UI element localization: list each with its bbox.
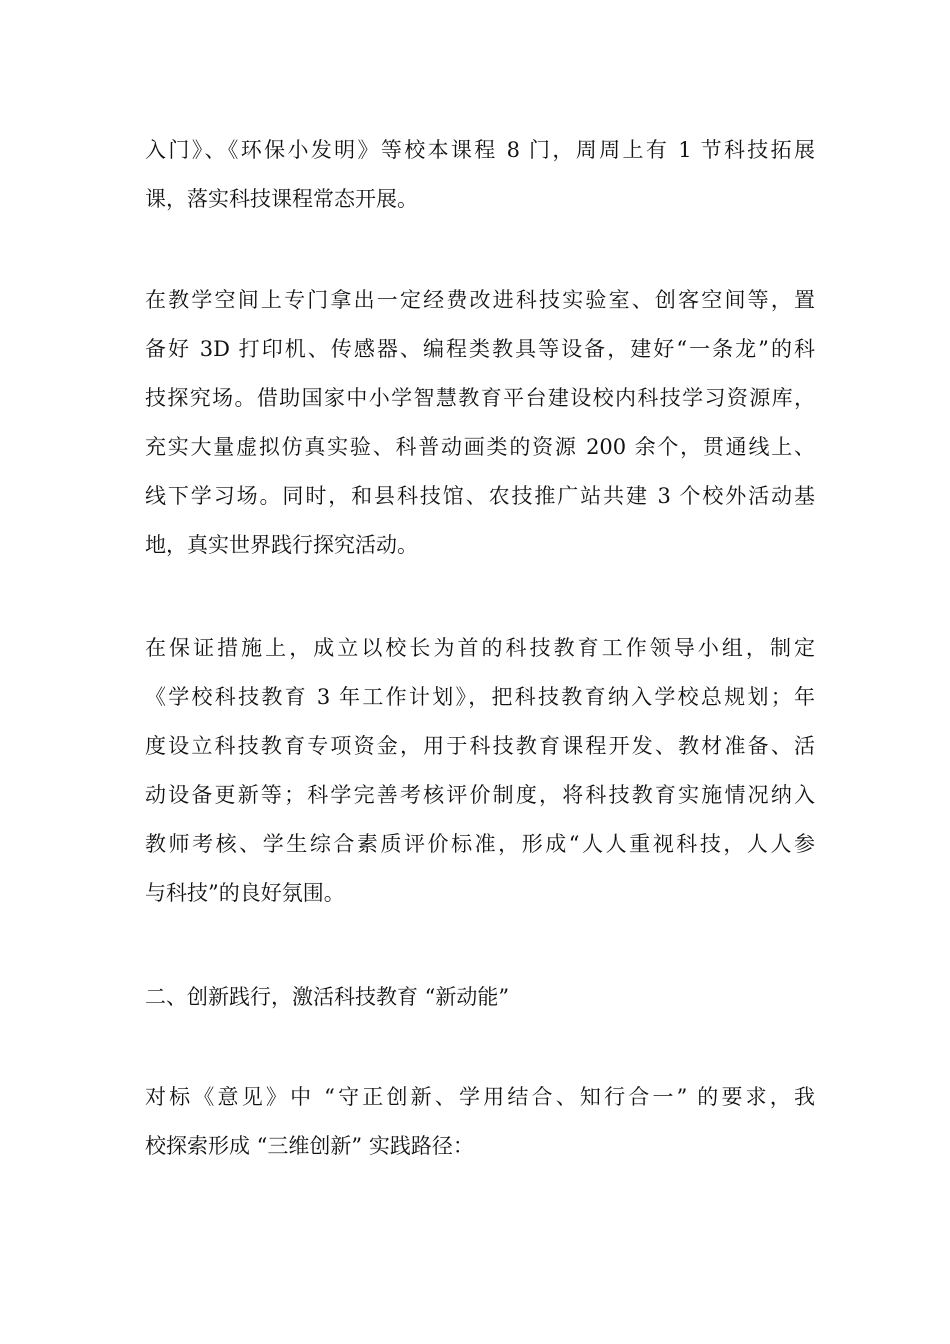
text-line: 地，真实世界践行探究活动。: [145, 533, 418, 557]
text-line: 教师考核、学生综合素质评价标准，形成“人人重视科技，人人参: [145, 832, 815, 856]
text-line: 与科技”的良好氛围。: [145, 881, 345, 905]
text-line: 入门》、《环保小发明》等校本课程 8 门，周周上有 1 节科技拓展: [145, 138, 815, 162]
paragraph-course-offering: [145, 126, 815, 224]
text-line: 技探究场。借助国家中小学智慧教育平台建设校内科技学习资源库，: [145, 386, 815, 410]
section-heading: [145, 973, 815, 1022]
text-line: 度设立科技教育专项资金，用于科技教育课程开发、教材准备、活: [145, 734, 815, 758]
paragraph-guarantee-measures: [145, 624, 815, 918]
text-line: 课，落实科技课程常态开展。: [145, 187, 418, 211]
paragraph-innovation-path: [145, 1073, 815, 1171]
text-line: 《学校科技教育 3 年工作计划》，把科技教育纳入学校总规划；年: [145, 685, 815, 709]
paragraph-teaching-space: [145, 276, 815, 570]
text-line: 线下学习场。同时，和县科技馆、农技推广站共建 3 个校外活动基: [145, 484, 815, 508]
text-line: 在教学空间上专门拿出一定经费改进科技实验室、创客空间等，置: [145, 288, 815, 312]
text-line: 动设备更新等；科学完善考核评价制度，将科技教育实施情况纳入: [145, 783, 815, 807]
text-line: 充实大量虚拟仿真实验、科普动画类的资源 200 余个，贯通线上、: [145, 435, 815, 459]
heading-line: 二、创新践行，激活科技教育 “新动能”: [145, 985, 510, 1009]
text-line: 备好 3D 打印机、传感器、编程类教具等设备，建好“一条龙”的科: [145, 337, 815, 361]
text-line: 在保证措施上，成立以校长为首的科技教育工作领导小组，制定: [145, 636, 815, 660]
text-line: 校探索形成 “三维创新” 实践路径：: [145, 1134, 474, 1158]
text-line: 对标《意见》中 “守正创新、学用结合、知行合一” 的要求，我: [145, 1085, 815, 1109]
